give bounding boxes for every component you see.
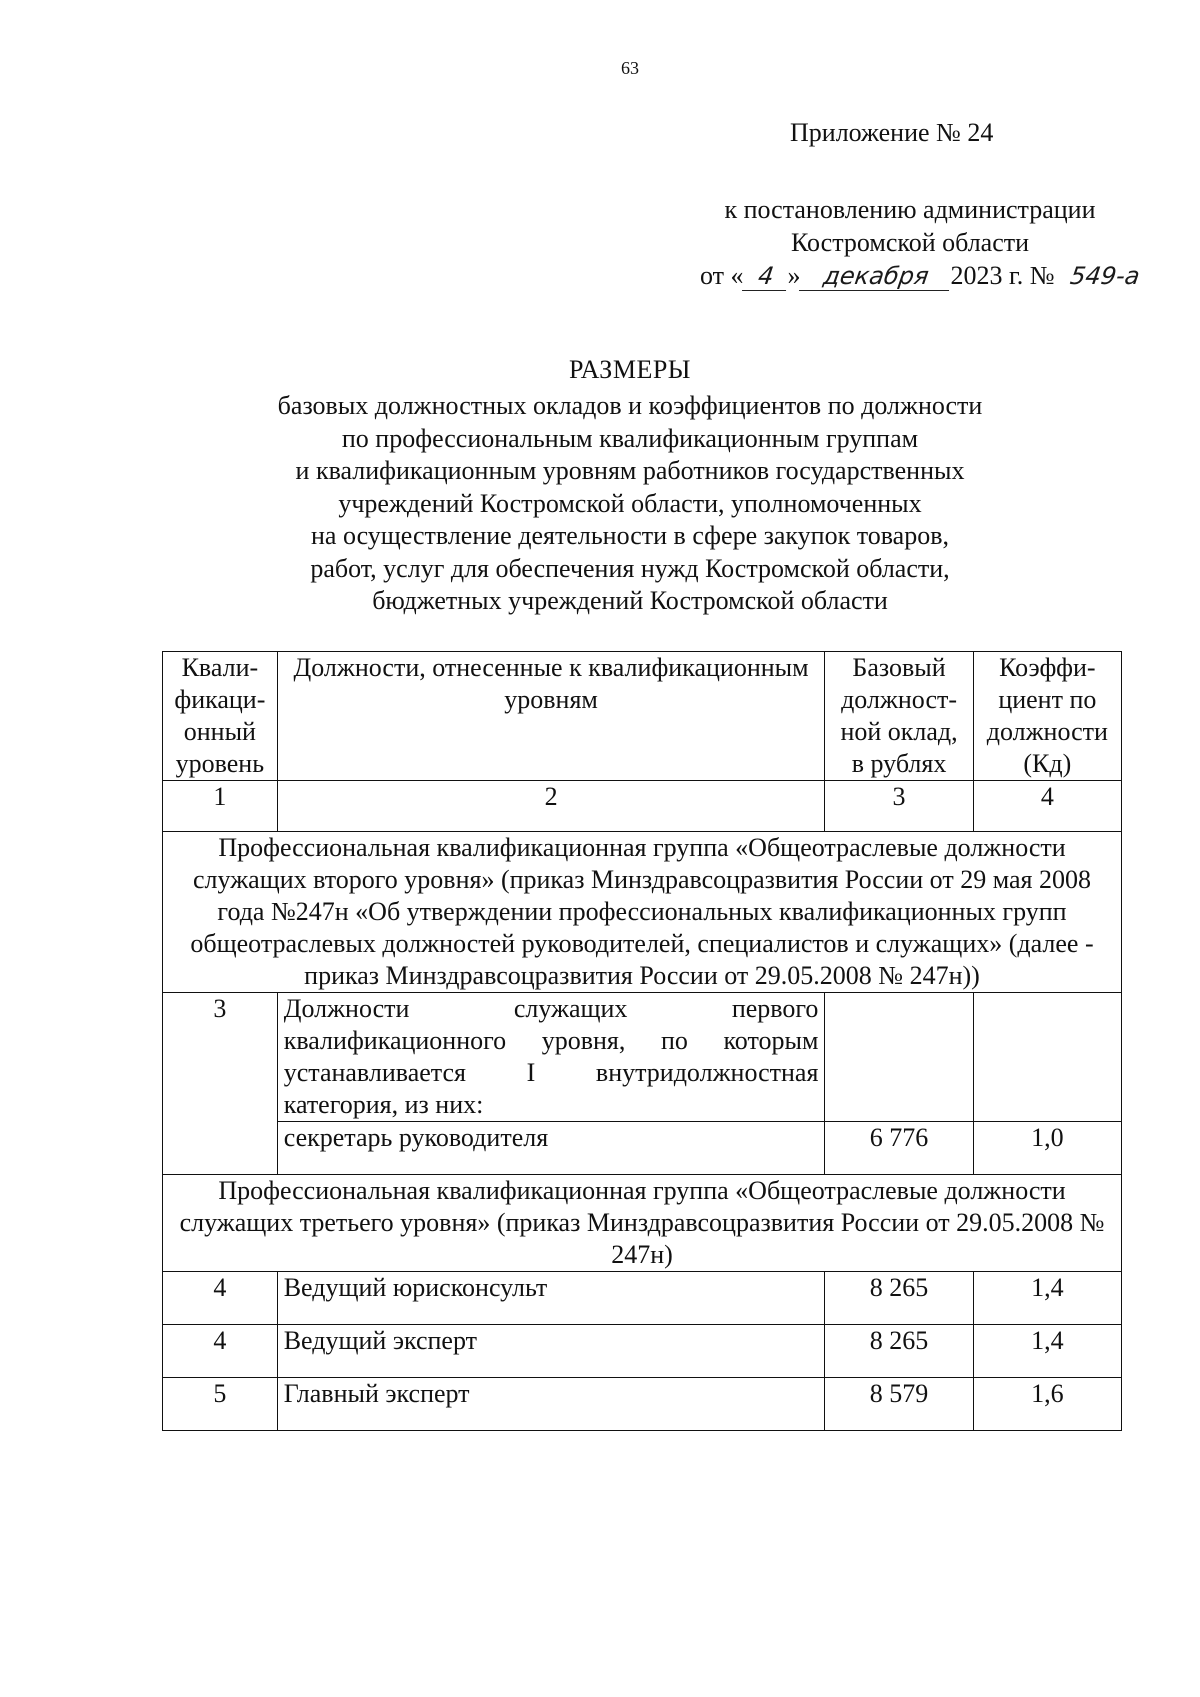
- subtitle-line: и квалификационным уровням работников государственных: [295, 456, 965, 485]
- cell-position: Ведущий эксперт: [277, 1325, 825, 1378]
- cell-coefficient: 1,6: [973, 1378, 1121, 1431]
- resolution-line: Костромской области: [790, 228, 1030, 257]
- table-row: [163, 1378, 1122, 1431]
- column-number: 1: [163, 781, 278, 832]
- cell-salary: 6 776: [825, 1122, 973, 1175]
- cell-level: 4: [163, 1325, 278, 1378]
- group-heading-row: [163, 1175, 1122, 1272]
- resolution-line: к постановлению администрации: [724, 195, 1096, 224]
- subtitle-line: по профессиональным квалификационным группам: [341, 423, 919, 453]
- appendix-label: Приложение № 24: [790, 118, 994, 147]
- cell-salary: [825, 993, 973, 1122]
- date-prefix: от «: [700, 261, 744, 290]
- subtitle-line: на осуществление деятельности в сфере закупок товаров,: [310, 521, 949, 550]
- cell-coefficient: 1,4: [973, 1272, 1121, 1325]
- header-positions: Должности, отнесенные к квалификационным уровням: [277, 652, 825, 781]
- date-mid: »: [787, 261, 801, 290]
- page-number: 63: [621, 58, 639, 78]
- column-number: 2: [277, 781, 825, 832]
- subtitle-line: базовых должностных окладов и коэффициентов по должности: [277, 391, 983, 420]
- subtitle-line: учреждений Костромской области, уполномоченных: [338, 488, 922, 518]
- group-heading: Профессиональная квалификационная группа «Общеотраслевые должности служащих второго уровня» (приказ Минздравсоцразвития России от 29 мая 2008 года №247н «Об утверждении профессиональных квалификационных групп общеотраслевых должностей руководителей, специалистов и служащих» (далее - приказ Минздравсоцразвития России от 29.05.2008 № 247н)): [163, 832, 1122, 993]
- cell-level: 5: [163, 1378, 278, 1431]
- table-row: [163, 1325, 1122, 1378]
- table-header-row: [163, 652, 1122, 781]
- handwritten-month: декабря: [798, 262, 952, 291]
- column-number: 3: [825, 781, 973, 832]
- cell-position: Ведущий юрисконсульт: [277, 1272, 825, 1325]
- cell-coefficient: [973, 993, 1121, 1122]
- header-level: Квали-фикаци-онный уровень: [163, 652, 278, 781]
- cell-position: Должности служащих первого квалификационного уровня, по которым устанавливается I внутридолжностная категория, из них:: [277, 993, 825, 1122]
- date-year: 2023 г. №: [950, 261, 1055, 290]
- document-title: РАЗМЕРЫ: [569, 355, 691, 384]
- header-salary: Базовый должност-ной оклад, в рублях: [825, 652, 973, 781]
- group-heading-row: [163, 832, 1122, 993]
- resolution-date-line: [700, 259, 1142, 292]
- cell-level: 4: [163, 1272, 278, 1325]
- cell-coefficient: 1,0: [973, 1122, 1121, 1175]
- cell-level: 3: [163, 993, 278, 1175]
- table-row: [163, 993, 1122, 1122]
- group-heading: Профессиональная квалификационная группа «Общеотраслевые должности служащих третьего уровня» (приказ Минздравсоцразвития России от 29.05.2008 № 247н): [163, 1175, 1122, 1272]
- cell-salary: 8 579: [825, 1378, 973, 1431]
- cell-salary: 8 265: [825, 1272, 973, 1325]
- header-coefficient: Коэффи-циент по должности (Кд): [973, 652, 1121, 781]
- handwritten-doc-number: 549-а: [1068, 262, 1142, 290]
- subtitle-line: бюджетных учреждений Костромской области: [372, 586, 888, 615]
- table-row: [163, 1272, 1122, 1325]
- subtitle-line: работ, услуг для обеспечения нужд Костромской области,: [310, 553, 950, 583]
- table-row: [163, 1122, 1122, 1175]
- salary-table: [162, 651, 1122, 1431]
- resolution-reference: [700, 193, 1142, 292]
- column-numbers-row: [163, 781, 1122, 832]
- column-number: 4: [973, 781, 1121, 832]
- cell-coefficient: 1,4: [973, 1325, 1121, 1378]
- cell-position: секретарь руководителя: [277, 1122, 825, 1175]
- cell-position: Главный эксперт: [277, 1378, 825, 1431]
- handwritten-day: 4: [741, 262, 789, 291]
- document-subtitle: [0, 390, 1200, 618]
- cell-salary: 8 265: [825, 1325, 973, 1378]
